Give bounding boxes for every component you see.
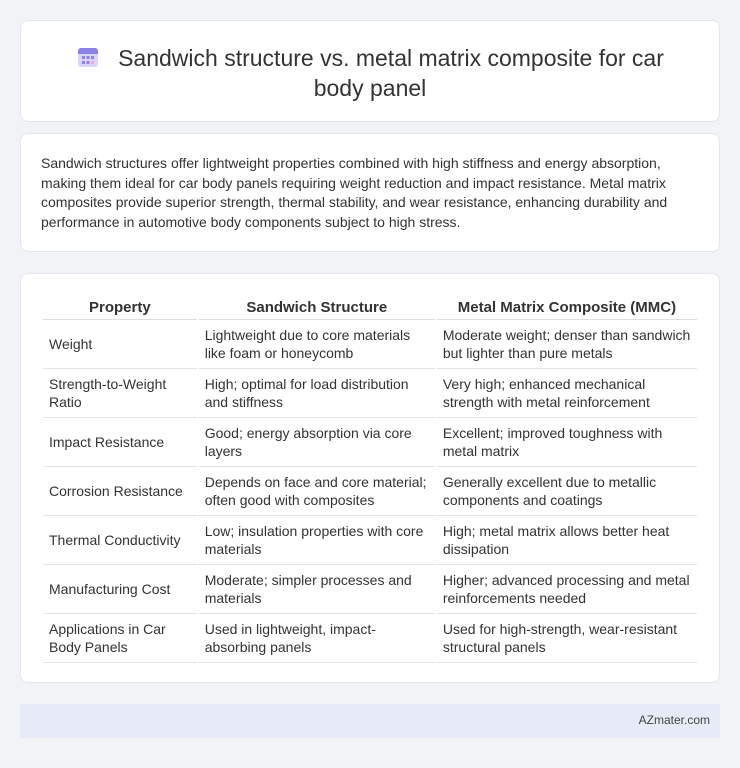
cell-property: Manufacturing Cost	[43, 565, 197, 614]
table-row	[43, 369, 697, 418]
cell-property: Impact Resistance	[43, 418, 197, 467]
cell-sandwich: Lightweight due to core materials like foam or honeycomb	[199, 320, 435, 369]
table-row	[43, 565, 697, 614]
cell-property: Strength-to-Weight Ratio	[43, 369, 197, 418]
cell-sandwich: Depends on face and core material; often good with composites	[199, 467, 435, 516]
table-header-row	[43, 296, 697, 320]
cell-mmc: High; metal matrix allows better heat dissipation	[437, 516, 697, 565]
cell-mmc: Generally excellent due to metallic components and coatings	[437, 467, 697, 516]
cell-mmc: Used for high-strength, wear-resistant structural panels	[437, 614, 697, 663]
comparison-table	[41, 296, 699, 663]
cell-mmc: Excellent; improved toughness with metal matrix	[437, 418, 697, 467]
cell-sandwich: Used in lightweight, impact-absorbing panels	[199, 614, 435, 663]
table-row	[43, 467, 697, 516]
summary-card	[20, 133, 720, 252]
footer-band	[20, 704, 720, 738]
cell-property: Weight	[43, 320, 197, 369]
page-title: Sandwich structure vs. metal matrix composite for car body panel	[118, 45, 664, 101]
table-row	[43, 516, 697, 565]
cell-property: Thermal Conductivity	[43, 516, 197, 565]
calendar-grid-icon	[76, 45, 100, 69]
title-block	[61, 43, 679, 103]
cell-property: Applications in Car Body Panels	[43, 614, 197, 663]
cell-property: Corrosion Resistance	[43, 467, 197, 516]
header-sandwich: Sandwich Structure	[199, 296, 435, 320]
table-row	[43, 418, 697, 467]
cell-sandwich: High; optimal for load distribution and stiffness	[199, 369, 435, 418]
comparison-card	[20, 273, 720, 683]
cell-mmc: Very high; enhanced mechanical strength with metal reinforcement	[437, 369, 697, 418]
cell-sandwich: Low; insulation properties with core materials	[199, 516, 435, 565]
footer-brand: AZmater.com	[638, 713, 710, 727]
title-card	[20, 20, 720, 122]
summary-paragraph: Sandwich structures offer lightweight properties combined with high stiffness and energy absorption, making them ideal for car body panels requiring weight reduction and impact resistance. Metal matrix composites provide superior strength, thermal stability, and wear resistance, enhancing durability and performance in automotive body components subject to high stress.	[41, 155, 668, 230]
table-row	[43, 320, 697, 369]
cell-mmc: Higher; advanced processing and metal reinforcements needed	[437, 565, 697, 614]
header-property: Property	[43, 296, 197, 320]
cell-sandwich: Moderate; simpler processes and materials	[199, 565, 435, 614]
table-row	[43, 614, 697, 663]
header-mmc: Metal Matrix Composite (MMC)	[437, 296, 697, 320]
cell-mmc: Moderate weight; denser than sandwich but lighter than pure metals	[437, 320, 697, 369]
cell-sandwich: Good; energy absorption via core layers	[199, 418, 435, 467]
